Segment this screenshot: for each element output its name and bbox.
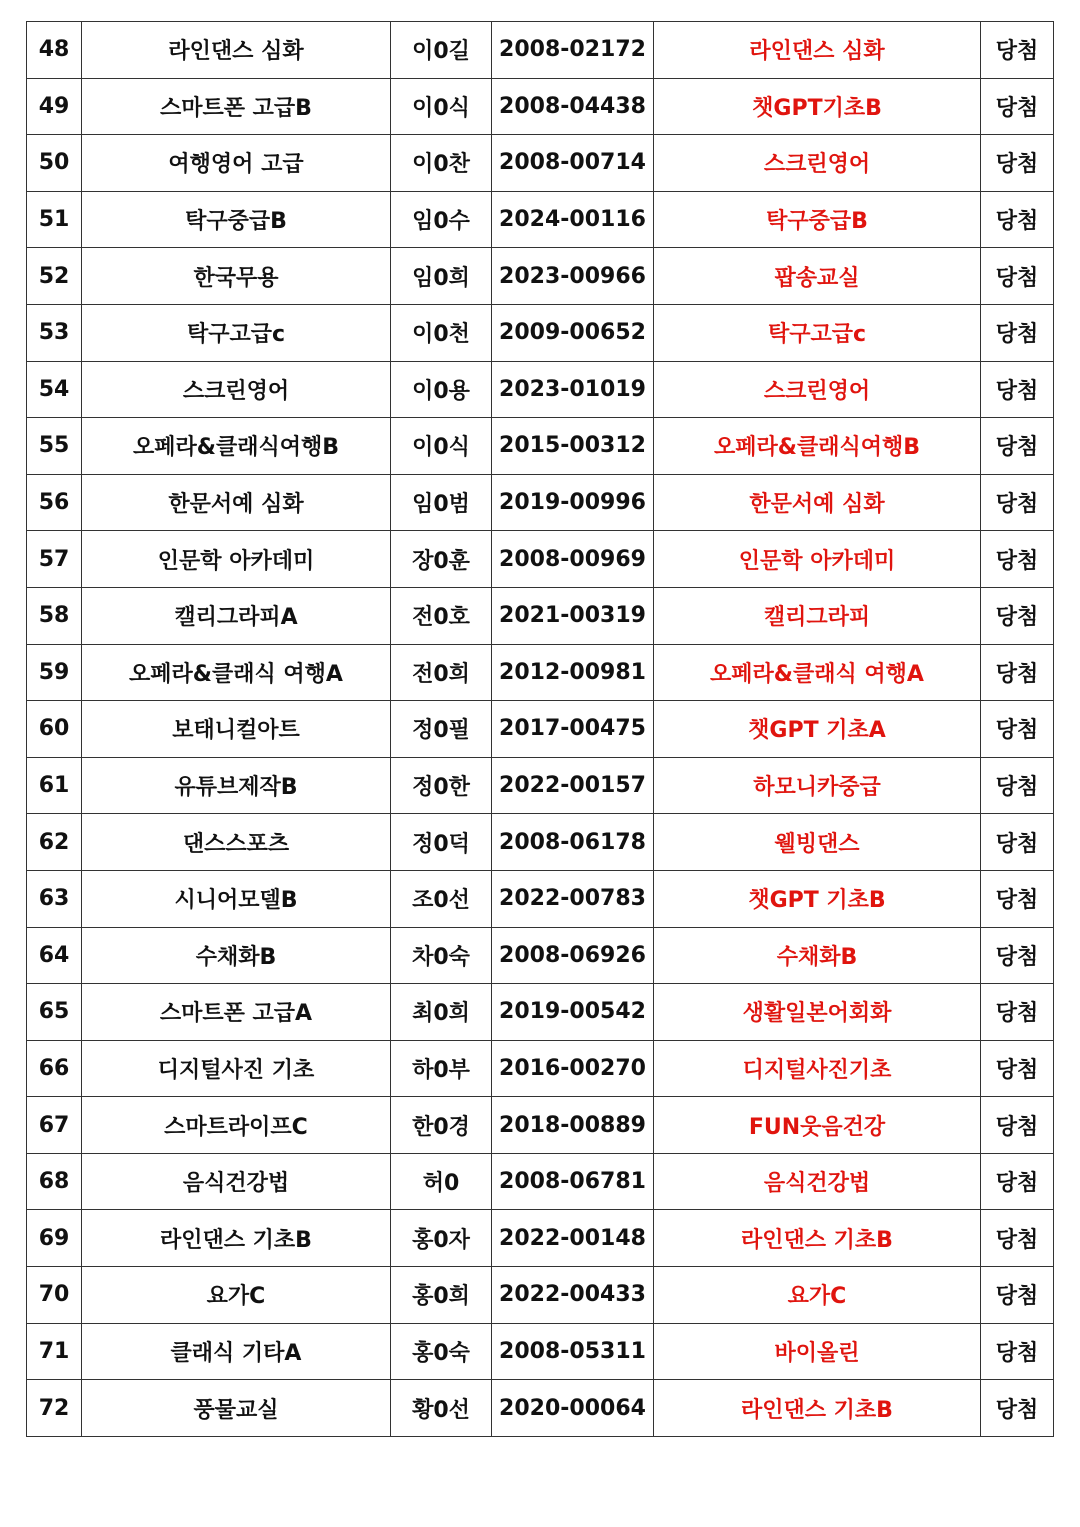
applied-course: 인문학 아카데미 bbox=[82, 531, 391, 588]
applicant-name: 차0숙 bbox=[391, 927, 492, 984]
table-row bbox=[27, 701, 1054, 758]
row-number: 69 bbox=[27, 1210, 82, 1267]
assigned-course: 음식건강법 bbox=[654, 1153, 981, 1210]
table-row bbox=[27, 870, 1054, 927]
table-row bbox=[27, 984, 1054, 1041]
assigned-course: 오페라&클래식여행B bbox=[654, 418, 981, 475]
applied-course: 보태니컬아트 bbox=[82, 701, 391, 758]
member-id: 2008-02172 bbox=[492, 22, 654, 79]
row-number: 59 bbox=[27, 644, 82, 701]
member-id: 2008-00969 bbox=[492, 531, 654, 588]
table-body bbox=[27, 22, 1054, 1437]
applied-course: 유튜브제작B bbox=[82, 757, 391, 814]
table-row bbox=[27, 531, 1054, 588]
status-badge: 당첨 bbox=[981, 814, 1054, 871]
status-badge: 당첨 bbox=[981, 361, 1054, 418]
member-id: 2015-00312 bbox=[492, 418, 654, 475]
row-number: 66 bbox=[27, 1040, 82, 1097]
applied-course: 오페라&클래식 여행A bbox=[82, 644, 391, 701]
assigned-course: 하모니카중급 bbox=[654, 757, 981, 814]
member-id: 2008-00714 bbox=[492, 135, 654, 192]
assigned-course: 스크린영어 bbox=[654, 361, 981, 418]
table-row bbox=[27, 1097, 1054, 1154]
applied-course: 시니어모델B bbox=[82, 870, 391, 927]
status-badge: 당첨 bbox=[981, 135, 1054, 192]
member-id: 2008-06926 bbox=[492, 927, 654, 984]
applied-course: 스마트폰 고급B bbox=[82, 78, 391, 135]
member-id: 2022-00783 bbox=[492, 870, 654, 927]
applied-course: 스크린영어 bbox=[82, 361, 391, 418]
member-id: 2021-00319 bbox=[492, 587, 654, 644]
applied-course: 클래식 기타A bbox=[82, 1323, 391, 1380]
assigned-course: 수채화B bbox=[654, 927, 981, 984]
table-row bbox=[27, 1153, 1054, 1210]
table-row bbox=[27, 304, 1054, 361]
member-id: 2008-05311 bbox=[492, 1323, 654, 1380]
assigned-course: 팝송교실 bbox=[654, 248, 981, 305]
status-badge: 당첨 bbox=[981, 984, 1054, 1041]
applicant-name: 임0범 bbox=[391, 474, 492, 531]
applied-course: 음식건강법 bbox=[82, 1153, 391, 1210]
row-number: 50 bbox=[27, 135, 82, 192]
status-badge: 당첨 bbox=[981, 701, 1054, 758]
assigned-course: 캘리그라피 bbox=[654, 587, 981, 644]
assigned-course: 웰빙댄스 bbox=[654, 814, 981, 871]
row-number: 65 bbox=[27, 984, 82, 1041]
status-badge: 당첨 bbox=[981, 191, 1054, 248]
applied-course: 수채화B bbox=[82, 927, 391, 984]
table-row bbox=[27, 78, 1054, 135]
table-row bbox=[27, 22, 1054, 79]
row-number: 71 bbox=[27, 1323, 82, 1380]
row-number: 61 bbox=[27, 757, 82, 814]
table-row bbox=[27, 418, 1054, 475]
table-row bbox=[27, 587, 1054, 644]
applicant-name: 황0선 bbox=[391, 1380, 492, 1437]
member-id: 2012-00981 bbox=[492, 644, 654, 701]
status-badge: 당첨 bbox=[981, 304, 1054, 361]
applied-course: 댄스스포츠 bbox=[82, 814, 391, 871]
row-number: 72 bbox=[27, 1380, 82, 1437]
member-id: 2019-00542 bbox=[492, 984, 654, 1041]
status-badge: 당첨 bbox=[981, 1210, 1054, 1267]
assigned-course: 탁구고급c bbox=[654, 304, 981, 361]
status-badge: 당첨 bbox=[981, 22, 1054, 79]
table-row bbox=[27, 1323, 1054, 1380]
table-row bbox=[27, 361, 1054, 418]
status-badge: 당첨 bbox=[981, 78, 1054, 135]
row-number: 49 bbox=[27, 78, 82, 135]
table-row bbox=[27, 644, 1054, 701]
applicant-name: 정0덕 bbox=[391, 814, 492, 871]
assigned-course: 한문서예 심화 bbox=[654, 474, 981, 531]
applied-course: 라인댄스 기초B bbox=[82, 1210, 391, 1267]
row-number: 60 bbox=[27, 701, 82, 758]
applicant-name: 정0한 bbox=[391, 757, 492, 814]
applicant-name: 이0식 bbox=[391, 418, 492, 475]
assigned-course: 디지털사진기초 bbox=[654, 1040, 981, 1097]
assigned-course: 바이올린 bbox=[654, 1323, 981, 1380]
applied-course: 탁구중급B bbox=[82, 191, 391, 248]
assigned-course: 요가C bbox=[654, 1267, 981, 1324]
member-id: 2009-00652 bbox=[492, 304, 654, 361]
row-number: 70 bbox=[27, 1267, 82, 1324]
applicant-name: 홍0희 bbox=[391, 1267, 492, 1324]
applicant-name: 하0부 bbox=[391, 1040, 492, 1097]
member-id: 2023-01019 bbox=[492, 361, 654, 418]
applied-course: 스마트라이프C bbox=[82, 1097, 391, 1154]
member-id: 2017-00475 bbox=[492, 701, 654, 758]
member-id: 2019-00996 bbox=[492, 474, 654, 531]
applicant-name: 전0호 bbox=[391, 587, 492, 644]
applicant-name: 이0찬 bbox=[391, 135, 492, 192]
applied-course: 캘리그라피A bbox=[82, 587, 391, 644]
applicant-name: 정0필 bbox=[391, 701, 492, 758]
applicant-name: 한0경 bbox=[391, 1097, 492, 1154]
row-number: 64 bbox=[27, 927, 82, 984]
row-number: 63 bbox=[27, 870, 82, 927]
applicant-name: 홍0자 bbox=[391, 1210, 492, 1267]
status-badge: 당첨 bbox=[981, 870, 1054, 927]
applied-course: 풍물교실 bbox=[82, 1380, 391, 1437]
table-row bbox=[27, 135, 1054, 192]
applied-course: 한문서예 심화 bbox=[82, 474, 391, 531]
assigned-course: 챗GPT 기초A bbox=[654, 701, 981, 758]
status-badge: 당첨 bbox=[981, 1380, 1054, 1437]
applicant-name: 이0천 bbox=[391, 304, 492, 361]
table-row bbox=[27, 1040, 1054, 1097]
applicant-name: 임0수 bbox=[391, 191, 492, 248]
status-badge: 당첨 bbox=[981, 1153, 1054, 1210]
assigned-course: FUN웃음건강 bbox=[654, 1097, 981, 1154]
applied-course: 라인댄스 심화 bbox=[82, 22, 391, 79]
assigned-course: 라인댄스 기초B bbox=[654, 1380, 981, 1437]
table-row bbox=[27, 927, 1054, 984]
member-id: 2008-04438 bbox=[492, 78, 654, 135]
status-badge: 당첨 bbox=[981, 587, 1054, 644]
member-id: 2008-06781 bbox=[492, 1153, 654, 1210]
status-badge: 당첨 bbox=[981, 1040, 1054, 1097]
row-number: 52 bbox=[27, 248, 82, 305]
table-row bbox=[27, 474, 1054, 531]
assigned-course: 탁구중급B bbox=[654, 191, 981, 248]
row-number: 48 bbox=[27, 22, 82, 79]
member-id: 2016-00270 bbox=[492, 1040, 654, 1097]
table-row bbox=[27, 1210, 1054, 1267]
member-id: 2022-00433 bbox=[492, 1267, 654, 1324]
applied-course: 스마트폰 고급A bbox=[82, 984, 391, 1041]
member-id: 2018-00889 bbox=[492, 1097, 654, 1154]
lottery-result-table bbox=[26, 21, 1054, 1437]
applicant-name: 임0희 bbox=[391, 248, 492, 305]
table-row bbox=[27, 757, 1054, 814]
member-id: 2023-00966 bbox=[492, 248, 654, 305]
assigned-course: 생활일본어회화 bbox=[654, 984, 981, 1041]
applicant-name: 이0식 bbox=[391, 78, 492, 135]
status-badge: 당첨 bbox=[981, 1267, 1054, 1324]
applied-course: 한국무용 bbox=[82, 248, 391, 305]
status-badge: 당첨 bbox=[981, 474, 1054, 531]
assigned-course: 인문학 아카데미 bbox=[654, 531, 981, 588]
applied-course: 디지털사진 기초 bbox=[82, 1040, 391, 1097]
assigned-course: 스크린영어 bbox=[654, 135, 981, 192]
assigned-course: 오페라&클래식 여행A bbox=[654, 644, 981, 701]
row-number: 54 bbox=[27, 361, 82, 418]
row-number: 68 bbox=[27, 1153, 82, 1210]
status-badge: 당첨 bbox=[981, 1323, 1054, 1380]
assigned-course: 챗GPT기초B bbox=[654, 78, 981, 135]
table-row bbox=[27, 814, 1054, 871]
status-badge: 당첨 bbox=[981, 757, 1054, 814]
applicant-name: 이0길 bbox=[391, 22, 492, 79]
applied-course: 탁구고급c bbox=[82, 304, 391, 361]
status-badge: 당첨 bbox=[981, 531, 1054, 588]
status-badge: 당첨 bbox=[981, 644, 1054, 701]
row-number: 58 bbox=[27, 587, 82, 644]
member-id: 2024-00116 bbox=[492, 191, 654, 248]
status-badge: 당첨 bbox=[981, 1097, 1054, 1154]
row-number: 55 bbox=[27, 418, 82, 475]
status-badge: 당첨 bbox=[981, 248, 1054, 305]
status-badge: 당첨 bbox=[981, 927, 1054, 984]
table-row bbox=[27, 1267, 1054, 1324]
row-number: 67 bbox=[27, 1097, 82, 1154]
table-row bbox=[27, 1380, 1054, 1437]
row-number: 53 bbox=[27, 304, 82, 361]
applied-course: 요가C bbox=[82, 1267, 391, 1324]
applied-course: 오페라&클래식여행B bbox=[82, 418, 391, 475]
row-number: 51 bbox=[27, 191, 82, 248]
status-badge: 당첨 bbox=[981, 418, 1054, 475]
applicant-name: 홍0숙 bbox=[391, 1323, 492, 1380]
applicant-name: 최0희 bbox=[391, 984, 492, 1041]
member-id: 2020-00064 bbox=[492, 1380, 654, 1437]
assigned-course: 챗GPT 기초B bbox=[654, 870, 981, 927]
applicant-name: 허0 bbox=[391, 1153, 492, 1210]
applied-course: 여행영어 고급 bbox=[82, 135, 391, 192]
row-number: 62 bbox=[27, 814, 82, 871]
assigned-course: 라인댄스 심화 bbox=[654, 22, 981, 79]
row-number: 57 bbox=[27, 531, 82, 588]
table-row bbox=[27, 248, 1054, 305]
applicant-name: 전0희 bbox=[391, 644, 492, 701]
member-id: 2022-00148 bbox=[492, 1210, 654, 1267]
applicant-name: 조0선 bbox=[391, 870, 492, 927]
applicant-name: 이0용 bbox=[391, 361, 492, 418]
applicant-name: 장0훈 bbox=[391, 531, 492, 588]
member-id: 2022-00157 bbox=[492, 757, 654, 814]
row-number: 56 bbox=[27, 474, 82, 531]
assigned-course: 라인댄스 기초B bbox=[654, 1210, 981, 1267]
member-id: 2008-06178 bbox=[492, 814, 654, 871]
table-row bbox=[27, 191, 1054, 248]
